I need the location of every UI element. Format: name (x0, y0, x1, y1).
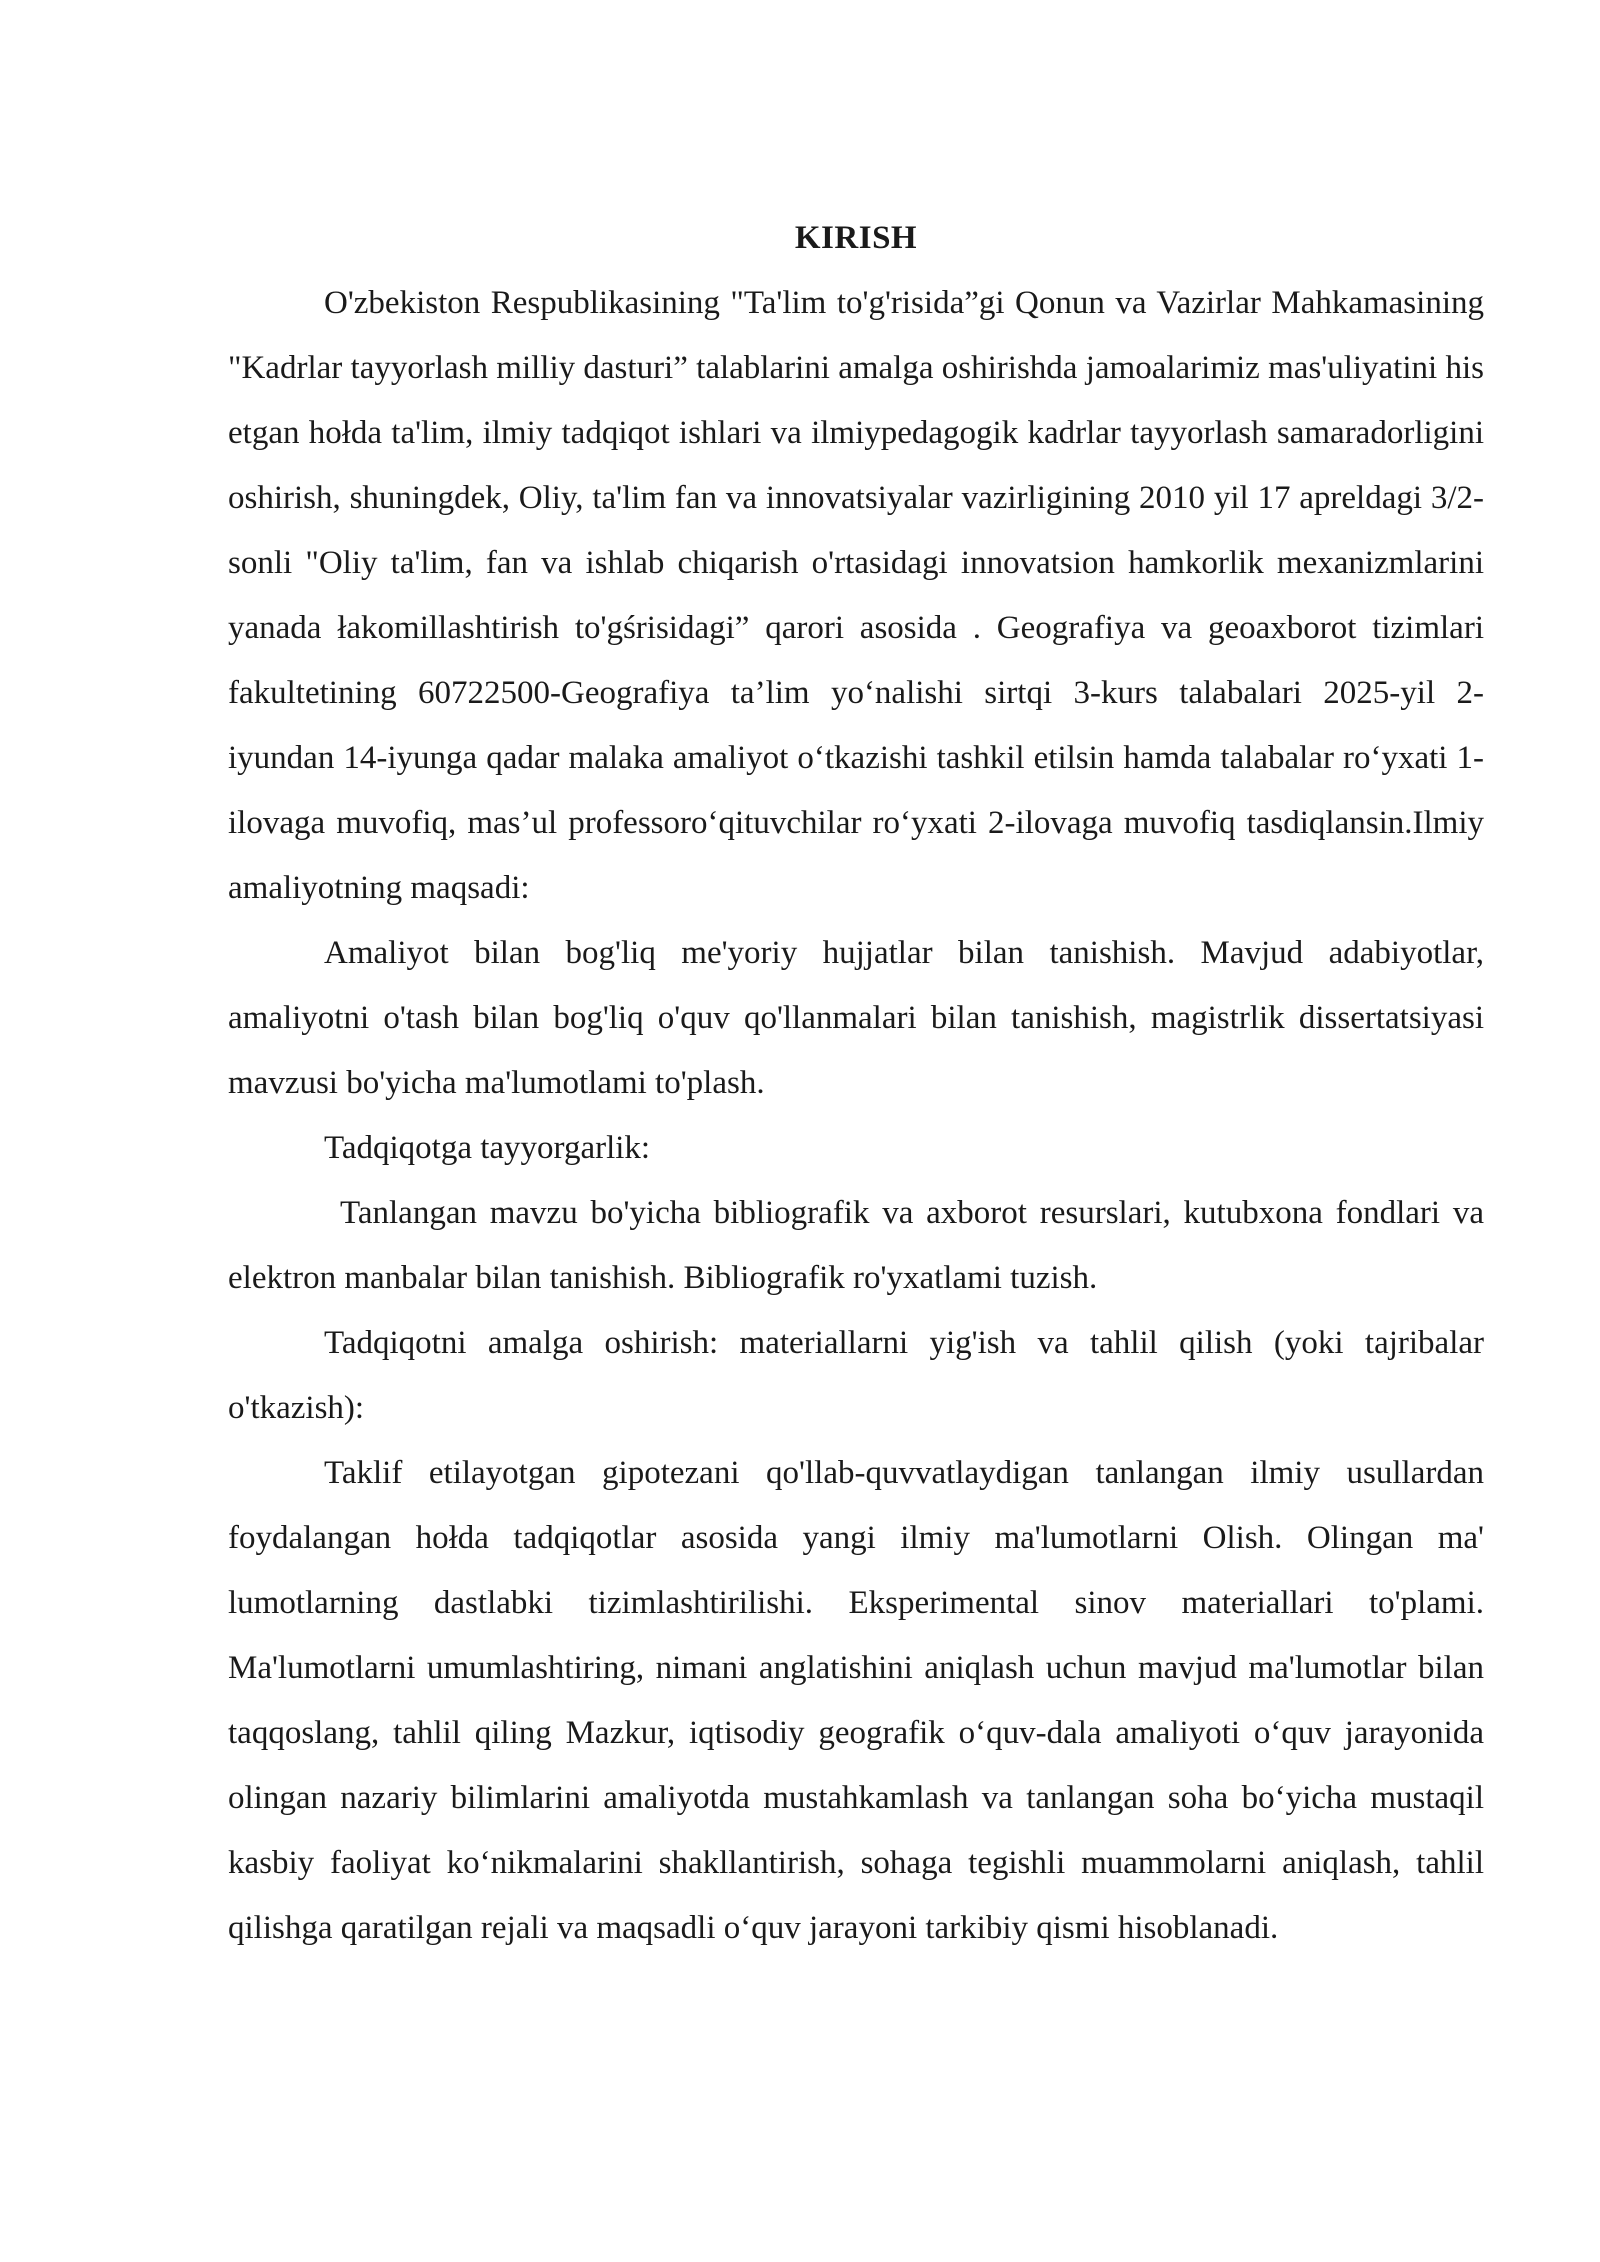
paragraph-purpose: Amaliyot bilan bog'liq me'yoriy hujjatlar bilan tanishish. Mavjud adabiyotlar, amaliyotni o'tash bilan bog'liq o'quv qo'llanmalari bilan tanishish, magistrlik dissertatsiyasi mavzusi bo'yicha ma'lumotlami to'plash. (228, 935, 1484, 1101)
paragraph-preparation: Tanlangan mavzu bo'yicha bibliografik va axborot resurslari, kutubxona fondlari va elektron manbalar bilan tanishish. Bibliografik ro'yxatlami tuzish. (228, 1195, 1484, 1296)
paragraph-research: Taklif etilayotgan gipotezani qo'llab-quvvatlaydigan tanlangan ilmiy usullardan foydalangan hołda tadqiqotlar asosida yangi ilmiy ma'lumotlarni Olish. Olingan ma' lumotlarning dastlabki tizimlashtirilishi. Eksperimental sinov materiallari to'plami. Ma'lumotlarni umumlashtiring, nimani anglatishini aniqlash uchun mavjud ma'lumotlar bilan taqqoslang, tahlil qiling Mazkur, iqtisodiy geografik o‘quv-dala amaliyoti o‘quv jarayonida olingan nazariy bilimlarini amaliyotda mustahkamlash va tanlangan soha bo‘yicha mustaqil kasbiy faoliyat ko‘nikmalarini shakllantirish, sohaga tegishli muammolarni aniqlash, tahlil qilishga qaratilgan rejali va maqsadli o‘quv jarayoni tarkibiy qismi hisoblanadi. (228, 1455, 1484, 1946)
document-title: KIRISH (794, 220, 918, 256)
paragraph-intro: O'zbekiston Respublikasining "Ta'lim to'g'risida”gi Qonun va Vazirlar Mahkamasining "Kadrlar tayyorlash milliy dasturi” talablarini amalga oshirishda jamoalarimiz mas'uliyatini his etgan hołda ta'lim, ilmiy tadqiqot ishlari va ilmiypedagogik kadrlar tayyorlash samaradorligini oshirish, shuningdek, Oliy, ta'lim fan va innovatsiyalar vazirligining 2010 yil 17 apreldagi 3/2-sonli "Oliy ta'lim, fan va ishlab chiqarish o'rtasidagi innovatsion hamkorlik mexanizmlarini yanada łakomillashtirish to'gśrisidagi” qarori asosida . Geografiya va geoaxborot tizimlari fakultetining 60722500-Geografiya ta’lim yo‘nalishi sirtqi 3-kurs talabalari 2025-yil 2-iyundan 14-iyunga qadar malaka amaliyot o‘tkazishi tashkil etilsin hamda talabalar ro‘yxati 1-ilovaga muvofiq, mas’ul professoro‘qituvchilar ro‘yxati 2-ilovaga muvofiq tasdiqlansin.Ilmiy amaliyotning maqsadi: (228, 285, 1484, 906)
paragraph-preparation-heading: Tadqiqotga tayyorgarlik: (324, 1130, 651, 1166)
paragraph-research-heading: Tadqiqotni amalga oshirish: materiallarni yig'ish va tahlil qilish (yoki tajribalar o'tkazish): (228, 1325, 1484, 1426)
document-body (228, 206, 1484, 1961)
